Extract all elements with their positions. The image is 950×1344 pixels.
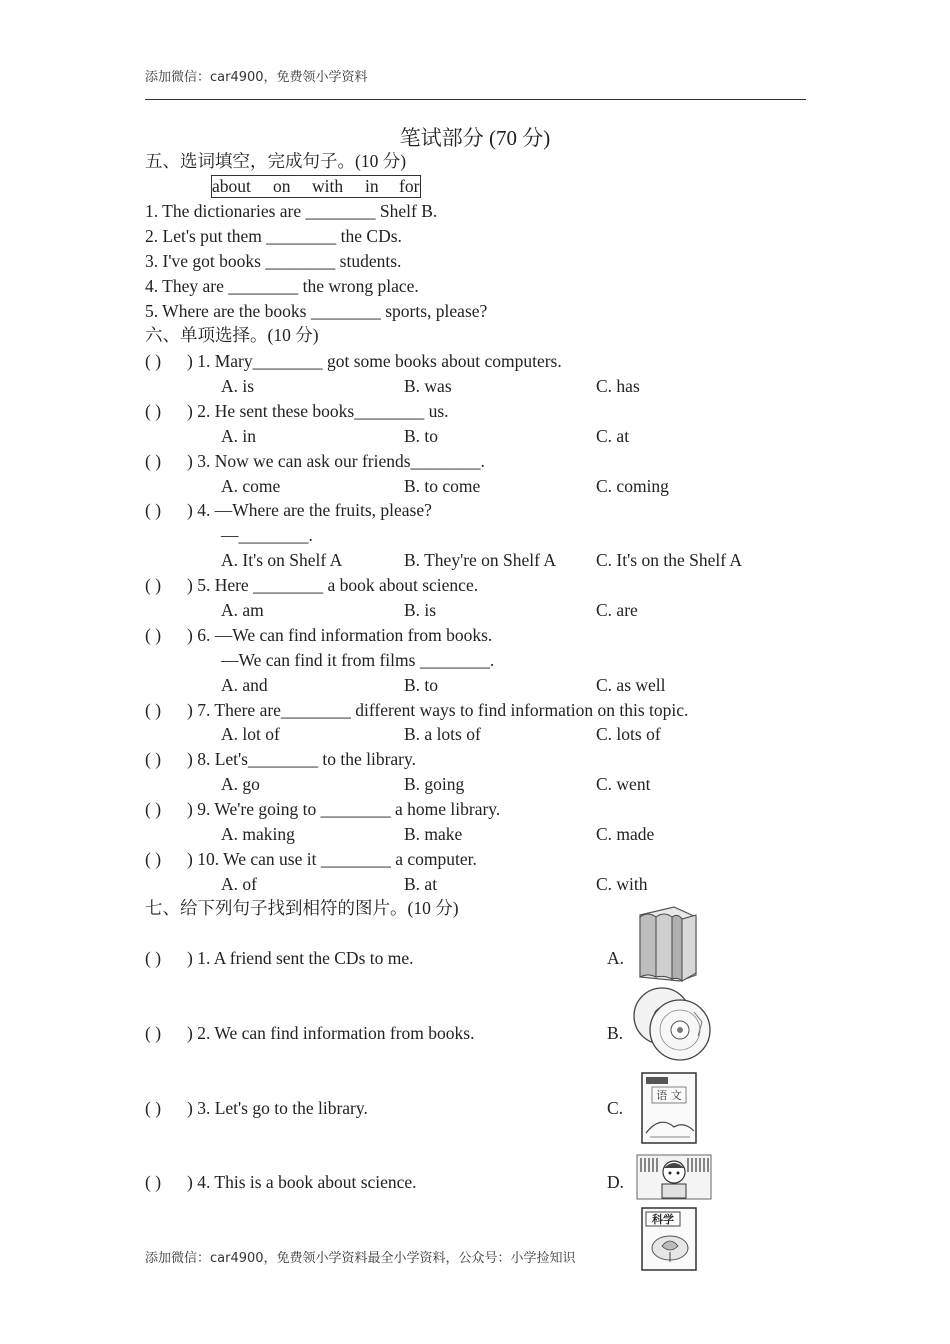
mc-question: ) 5. Here ________ a book about science. [187, 575, 479, 595]
option-a: A. go [221, 774, 260, 794]
match-item: ) 2. We can find information from books. [187, 1023, 475, 1043]
option-b: B. to [404, 426, 439, 446]
word-bank-word: in [365, 176, 379, 196]
answer-paren: ( ) [145, 500, 162, 520]
match-item: ) 3. Let's go to the library. [187, 1098, 368, 1118]
option-c: C. are [596, 600, 638, 620]
word-bank-word: about [212, 176, 251, 196]
answer-paren: ( ) [145, 948, 162, 968]
option-a: A. It's on Shelf A [221, 550, 343, 570]
section5-heading: 五、选词填空，完成句子。(10 分) [145, 151, 407, 171]
library-picture [636, 1152, 712, 1200]
page-title: 笔试部分 (70 分) [399, 126, 551, 150]
answer-paren: ( ) [145, 351, 162, 371]
word-bank-box [211, 175, 421, 198]
option-c: C. It's on the Shelf A [596, 550, 743, 570]
fill-in-item: 3. I've got books ________ students. [145, 251, 402, 271]
option-a: A. am [221, 600, 264, 620]
word-bank-word: on [273, 176, 291, 196]
answer-paren: ( ) [145, 1172, 162, 1192]
option-a: A. of [221, 874, 257, 894]
option-b: B. to [404, 675, 439, 695]
option-a: A. in [221, 426, 256, 446]
match-item: ) 4. This is a book about science. [187, 1172, 417, 1192]
option-b: B. going [404, 774, 465, 794]
mc-question: ) 1. Mary________ got some books about computers. [187, 351, 562, 371]
option-c: C. coming [596, 476, 669, 496]
chinese-book-picture [640, 1071, 700, 1145]
option-c: C. as well [596, 675, 666, 695]
mc-question: ) 9. We're going to ________ a home library. [187, 799, 501, 819]
section6-heading: 六、单项选择。(10 分) [145, 325, 319, 345]
mc-question: ) 7. There are________ different ways to find information on this topic. [187, 700, 689, 720]
mc-question-line2: —We can find it from films ________. [221, 650, 495, 670]
option-a: A. is [221, 376, 255, 396]
mc-question: ) 8. Let's________ to the library. [187, 749, 416, 769]
mc-question: ) 4. —Where are the fruits, please? [187, 500, 432, 520]
mc-question: ) 3. Now we can ask our friends________. [187, 451, 485, 471]
section7-heading: 七、给下列句子找到相符的图片。(10 分) [145, 898, 459, 918]
picture-letter: A. [607, 948, 625, 968]
answer-paren: ( ) [145, 700, 162, 720]
option-b: B. was [404, 376, 452, 396]
fill-in-item: 2. Let's put them ________ the CDs. [145, 226, 402, 246]
mc-question: ) 6. —We can find information from books. [187, 625, 493, 645]
answer-paren: ( ) [145, 1098, 162, 1118]
option-b: B. at [404, 874, 438, 894]
header-divider [145, 99, 806, 100]
fill-in-item: 1. The dictionaries are ________ Shelf B. [145, 201, 438, 221]
option-c: C. has [596, 376, 640, 396]
answer-paren: ( ) [145, 575, 162, 595]
option-c: C. made [596, 824, 655, 844]
mc-question: ) 2. He sent these books________ us. [187, 401, 449, 421]
word-bank-word: with [312, 176, 344, 196]
option-b: B. is [404, 600, 437, 620]
option-a: A. and [221, 675, 268, 695]
option-a: A. lot of [221, 724, 280, 744]
option-a: A. come [221, 476, 281, 496]
option-c: C. with [596, 874, 648, 894]
cds-picture [632, 986, 712, 1064]
option-b: B. They're on Shelf A [404, 550, 557, 570]
chinese-book-cover-text: 语 文 [656, 1089, 682, 1102]
fill-in-item: 4. They are ________ the wrong place. [145, 276, 419, 296]
match-item: ) 1. A friend sent the CDs to me. [187, 948, 414, 968]
page-header-note: 添加微信：car4900，免费领小学资料 [145, 70, 368, 85]
answer-paren: ( ) [145, 849, 162, 869]
answer-paren: ( ) [145, 749, 162, 769]
option-b: B. make [404, 824, 463, 844]
picture-letter: B. [607, 1023, 624, 1043]
option-c: C. lots of [596, 724, 661, 744]
option-b: B. to come [404, 476, 481, 496]
answer-paren: ( ) [145, 451, 162, 471]
option-c: C. went [596, 774, 651, 794]
books-picture [634, 903, 698, 983]
option-a: A. making [221, 824, 295, 844]
science-book-cover-text: 科学 [652, 1213, 674, 1226]
picture-letter: D. [607, 1172, 625, 1192]
picture-letter: C. [607, 1098, 624, 1118]
fill-in-item: 5. Where are the books ________ sports, please? [145, 301, 488, 321]
answer-paren: ( ) [145, 625, 162, 645]
option-b: B. a lots of [404, 724, 481, 744]
option-c: C. at [596, 426, 630, 446]
page-footer-note: 添加微信：car4900，免费领小学资料最全小学资料，公众号：小学捡知识 [145, 1251, 576, 1266]
mc-question: ) 10. We can use it ________ a computer. [187, 849, 477, 869]
answer-paren: ( ) [145, 401, 162, 421]
science-book-picture [640, 1206, 700, 1272]
word-bank-word: for [399, 176, 420, 196]
answer-paren: ( ) [145, 1023, 162, 1043]
answer-paren: ( ) [145, 799, 162, 819]
mc-question-line2: —________. [221, 525, 313, 545]
